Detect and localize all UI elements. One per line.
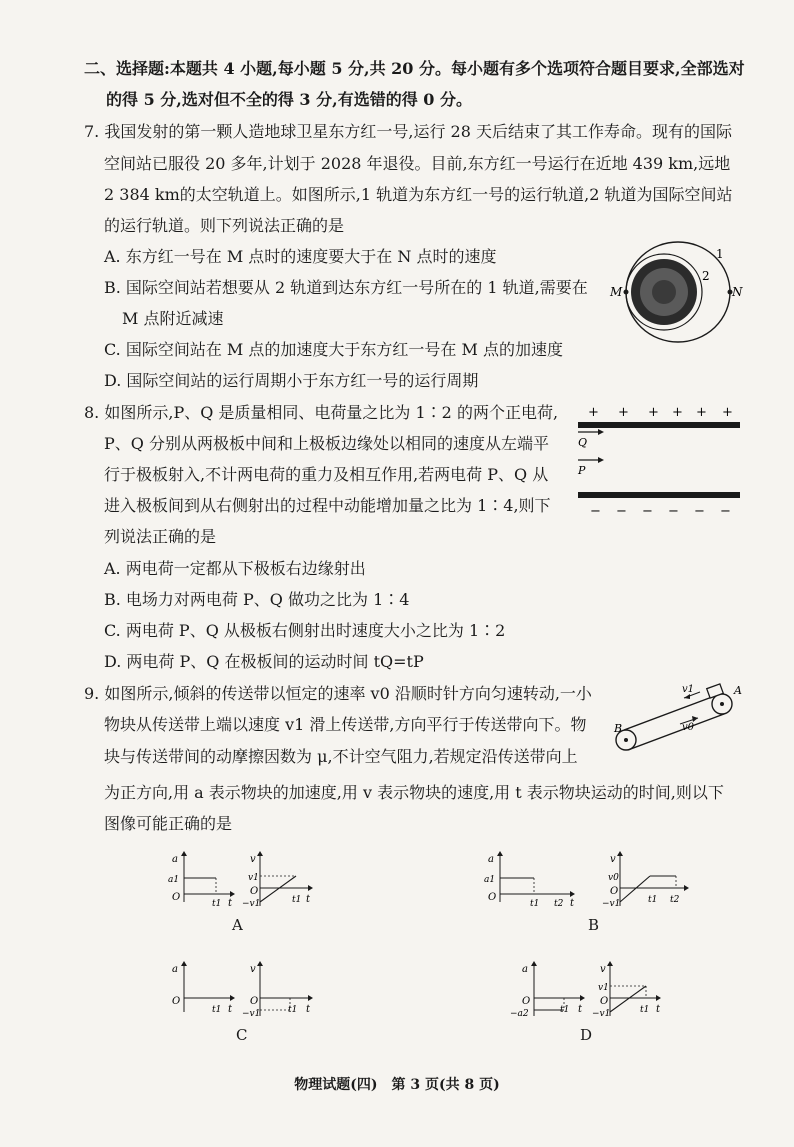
caption-c: C bbox=[236, 1026, 248, 1044]
svg-text:O: O bbox=[522, 996, 531, 1007]
svg-text:a: a bbox=[488, 854, 494, 865]
q9-stem-line4: 为正方向,用 a 表示物块的加速度,用 v 表示物块的速度,用 t 表示物块运动的时间,则以下 bbox=[104, 783, 724, 802]
q7-option-a: A. 东方红一号在 M 点时的速度要大于在 N 点时的速度 bbox=[104, 247, 497, 266]
svg-text:−v1: −v1 bbox=[242, 1009, 261, 1019]
q8-option-c: C. 两电荷 P、Q 从极板右侧射出时速度大小之比为 1∶2 bbox=[104, 621, 506, 640]
svg-text:t: t bbox=[578, 1004, 583, 1015]
orbit-1-label: 1 bbox=[716, 247, 724, 261]
caption-b: B bbox=[588, 916, 600, 934]
svg-text:t: t bbox=[228, 898, 233, 909]
svg-text:t1: t1 bbox=[212, 1005, 222, 1015]
svg-text:a1: a1 bbox=[484, 875, 496, 885]
svg-text:+: + bbox=[722, 405, 733, 420]
q8-stem-line1: 8. 如图所示,P、Q 是质量相同、电荷量之比为 1∶2 的两个正电荷, bbox=[84, 403, 559, 422]
q7-stem-line3: 2 384 km的太空轨道上。如图所示,1 轨道为东方红一号的运行轨道,2 轨道为国际空间站 bbox=[104, 185, 733, 204]
orbit-2-label: 2 bbox=[702, 269, 710, 283]
q8-stem-line5: 列说法正确的是 bbox=[104, 527, 217, 546]
svg-text:t1: t1 bbox=[292, 895, 302, 905]
q8-option-b: B. 电场力对两电荷 P、Q 做功之比为 1∶4 bbox=[104, 590, 410, 609]
svg-text:−: − bbox=[694, 504, 705, 519]
graph-set-a bbox=[168, 850, 318, 910]
svg-text:a: a bbox=[522, 964, 528, 975]
svg-text:−: − bbox=[642, 504, 653, 519]
q8-stem-line4: 进入极板间到从右侧射出的过程中动能增加量之比为 1∶4,则下 bbox=[104, 496, 551, 515]
svg-text:t: t bbox=[306, 1004, 311, 1015]
svg-text:−: − bbox=[668, 504, 679, 519]
q9-stem-line3: 块与传送带间的动摩擦因数为 μ,不计空气阻力,若规定沿传送带向上 bbox=[104, 747, 578, 766]
svg-text:t1: t1 bbox=[560, 1005, 570, 1015]
q8-stem-line2: P、Q 分别从两极板中间和上极板边缘处以相同的速度从左端平 bbox=[104, 434, 549, 453]
svg-text:a: a bbox=[172, 854, 178, 865]
svg-text:O: O bbox=[172, 892, 181, 903]
section-header-line2: 的得 5 分,选对但不全的得 3 分,有选错的得 0 分。 bbox=[106, 90, 472, 109]
svg-text:−v1: −v1 bbox=[592, 1009, 611, 1019]
svg-text:−v1: −v1 bbox=[602, 899, 621, 909]
svg-text:+: + bbox=[648, 405, 659, 420]
svg-text:t1: t1 bbox=[648, 895, 658, 905]
svg-text:O: O bbox=[172, 996, 181, 1007]
svg-text:O: O bbox=[488, 892, 497, 903]
caption-a: A bbox=[232, 916, 243, 934]
graph-set-d bbox=[510, 960, 670, 1020]
svg-text:t1: t1 bbox=[288, 1005, 298, 1015]
svg-text:v1: v1 bbox=[598, 983, 609, 993]
label-v1: v1 bbox=[682, 684, 695, 695]
svg-text:t: t bbox=[656, 1004, 661, 1015]
graph-set-b bbox=[484, 850, 694, 910]
svg-text:t2: t2 bbox=[554, 899, 564, 909]
q7-option-b-line2: M 点附近减速 bbox=[122, 309, 224, 328]
svg-text:t1: t1 bbox=[640, 1005, 650, 1015]
q9-conveyor-figure bbox=[610, 678, 745, 758]
svg-text:a: a bbox=[172, 964, 178, 975]
caption-d: D bbox=[580, 1026, 593, 1044]
svg-text:t1: t1 bbox=[530, 899, 540, 909]
svg-text:−: − bbox=[616, 504, 627, 519]
label-b: B bbox=[614, 722, 623, 735]
svg-text:v: v bbox=[250, 854, 256, 865]
plus-sign: + bbox=[588, 405, 599, 420]
block bbox=[707, 684, 724, 698]
q9-stem-line2: 物块从传送带上端以速度 v1 滑上传送带,方向平行于传送带向下。物 bbox=[104, 715, 587, 734]
svg-text:t1: t1 bbox=[212, 899, 222, 909]
svg-text:v: v bbox=[610, 854, 616, 865]
svg-text:−a2: −a2 bbox=[510, 1009, 529, 1019]
svg-text:v0: v0 bbox=[608, 873, 619, 883]
label-v0: v0 bbox=[682, 722, 695, 733]
charge-q-label: Q bbox=[578, 436, 588, 449]
label-a: A bbox=[734, 684, 742, 697]
svg-text:a1: a1 bbox=[168, 875, 180, 885]
svg-text:O: O bbox=[600, 996, 609, 1007]
section-header-line1: 二、选择题:本题共 4 小题,每小题 5 分,共 20 分。每小题有多个选项符合题目要求,全部选对 bbox=[84, 59, 745, 78]
graph-set-c bbox=[168, 960, 318, 1020]
charge-p-label: P bbox=[578, 464, 586, 477]
q7-stem-line1: 7. 我国发射的第一颗人造地球卫星东方红一号,运行 28 天后结束了其工作寿命。现有的国际 bbox=[84, 122, 732, 141]
page-footer: 物理试题(四) 第 3 页(共 8 页) bbox=[294, 1077, 500, 1093]
svg-text:O: O bbox=[250, 996, 259, 1007]
svg-text:+: + bbox=[672, 405, 683, 420]
q7-orbit-figure bbox=[608, 236, 748, 356]
q9-stem-line5: 图像可能正确的是 bbox=[104, 814, 233, 833]
svg-text:−v1: −v1 bbox=[242, 899, 261, 909]
q7-option-d: D. 国际空间站的运行周期小于东方红一号的运行周期 bbox=[104, 371, 479, 390]
q7-option-b-line1: B. 国际空间站若想要从 2 轨道到达东方红一号所在的 1 轨道,需要在 bbox=[104, 278, 588, 297]
q8-stem-line3: 行于极板射入,不计两电荷的重力及相互作用,若两电荷 P、Q 从 bbox=[104, 465, 549, 484]
svg-text:v: v bbox=[250, 964, 256, 975]
q9-stem-line1: 9. 如图所示,倾斜的传送带以恒定的速率 v0 沿顺时针方向匀速转动,一小 bbox=[84, 684, 592, 703]
lower-plate bbox=[578, 492, 740, 498]
svg-text:t: t bbox=[570, 898, 575, 909]
q7-stem-line4: 的运行轨道。则下列说法正确的是 bbox=[104, 216, 345, 235]
svg-text:O: O bbox=[610, 886, 619, 897]
minus-sign: − bbox=[590, 504, 601, 519]
point-m-label: M bbox=[610, 285, 623, 299]
svg-text:O: O bbox=[250, 886, 259, 897]
svg-text:+: + bbox=[696, 405, 707, 420]
svg-text:t: t bbox=[228, 1004, 233, 1015]
svg-text:v: v bbox=[600, 964, 606, 975]
upper-plate bbox=[578, 422, 740, 428]
svg-text:−: − bbox=[720, 504, 731, 519]
svg-text:t2: t2 bbox=[670, 895, 680, 905]
q8-capacitor-figure bbox=[574, 400, 744, 520]
svg-text:+: + bbox=[618, 405, 629, 420]
point-n-label: N bbox=[732, 285, 743, 299]
point-m-dot bbox=[624, 290, 629, 295]
q7-option-c: C. 国际空间站在 M 点的加速度大于东方红一号在 M 点的加速度 bbox=[104, 340, 563, 359]
q8-option-d: D. 两电荷 P、Q 在极板间的运动时间 tQ=tP bbox=[104, 652, 424, 671]
q8-option-a: A. 两电荷一定都从下极板右边缘射出 bbox=[104, 559, 366, 578]
svg-text:v1: v1 bbox=[248, 873, 259, 883]
svg-text:t: t bbox=[306, 894, 311, 905]
q7-stem-line2: 空间站已服役 20 多年,计划于 2028 年退役。目前,东方红一号运行在近地 439 km,远地 bbox=[104, 154, 731, 173]
